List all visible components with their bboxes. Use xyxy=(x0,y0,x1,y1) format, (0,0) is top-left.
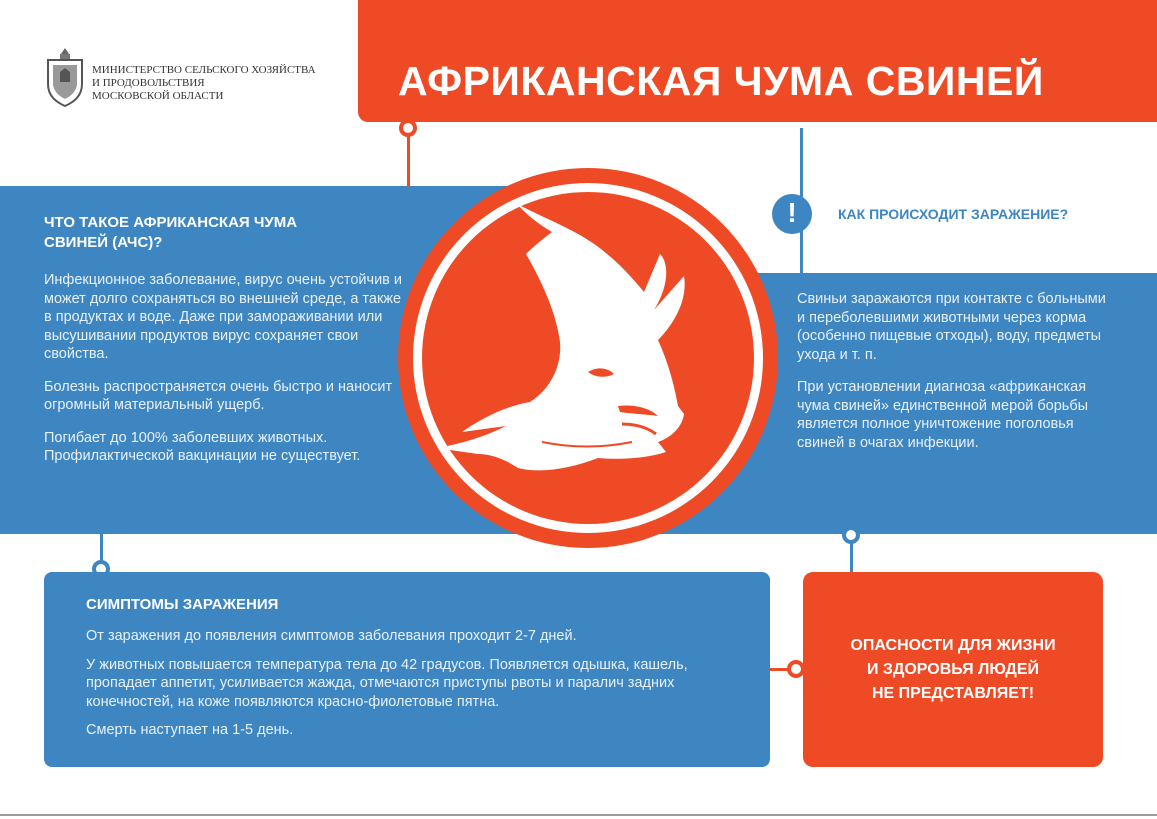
connector-line xyxy=(407,128,410,188)
infection-paragraph-2: При установлении диагноза «африканская чума свиней» единственной мерой борьбы является полное уничтожение поголовья свиней в очагах инфекции. xyxy=(797,379,1089,451)
coat-of-arms-icon xyxy=(44,46,86,108)
page-bottom-divider xyxy=(0,814,1157,816)
ministry-line-3: МОСКОВСКОЙ ОБЛАСТИ xyxy=(92,90,224,102)
symptoms-heading: СИМПТОМЫ ЗАРАЖЕНИЯ xyxy=(86,596,279,613)
connector-node xyxy=(399,119,417,137)
ministry-line-2: И ПРОДОВОЛЬСТВИЯ xyxy=(92,77,205,89)
infection-paragraph-1: Свиньи заражаются при контакте с больными и переболевшими животными через корма (особенно пищевые отходы), воду, предметы ухода и т. п. xyxy=(797,291,1106,363)
what-is-paragraph-3: Погибает до 100% заболевших животных. Профилактической вакцинации не существует. xyxy=(44,429,361,464)
what-is-paragraph-2: Болезнь распространяется очень быстро и наносит огромный материальный ущерб. xyxy=(44,378,393,413)
danger-line-2: И ЗДОРОВЬЯ ЛЮДЕЙ xyxy=(866,661,1039,678)
symptoms-text xyxy=(86,627,746,750)
symptoms-paragraph-3: Смерть наступает на 1-5 день. xyxy=(86,722,294,738)
exclamation-icon xyxy=(772,194,812,234)
symptoms-paragraph-1: От заражения до появления симптомов заболевания проходит 2-7 дней. xyxy=(86,628,577,644)
danger-message xyxy=(803,634,1103,706)
what-is-text xyxy=(44,271,404,480)
boar-head-icon xyxy=(422,192,754,524)
danger-line-1: ОПАСНОСТИ ДЛЯ ЖИЗНИ xyxy=(850,637,1056,654)
connector-node xyxy=(842,526,860,544)
symptoms-paragraph-2: У животных повышается температура тела до 42 градусов. Появляется одышка, кашель, пропадает аппетит, усиливается жажда, отмечаются приступы рвоты и паралич задних конечностей, на коже появляются красно-фиолетовые пятна. xyxy=(86,656,688,710)
infection-heading: КАК ПРОИСХОДИТ ЗАРАЖЕНИЕ? xyxy=(838,206,1069,222)
what-is-paragraph-1: Инфекционное заболевание, вирус очень устойчив и может долго сохраняться во внешней среде, а также в продуктах и воде. Даже при замораживании или высушивании продуктов вирус сохраняет свои свойства. xyxy=(44,272,403,362)
what-is-heading: ЧТО ТАКОЕ АФРИКАНСКАЯ ЧУМА СВИНЕЙ (АЧС)? xyxy=(44,214,298,251)
danger-line-3: НЕ ПРЕДСТАВЛЯЕТ! xyxy=(871,685,1035,702)
infection-text xyxy=(797,290,1117,466)
ministry-line-1: МИНИСТЕРСТВО СЕЛЬСКОГО ХОЗЯЙСТВА xyxy=(92,64,316,76)
exclamation-glyph: ! xyxy=(787,197,797,228)
page-title: АФРИКАНСКАЯ ЧУМА СВИНЕЙ xyxy=(398,58,1044,104)
ministry-name xyxy=(92,64,352,103)
